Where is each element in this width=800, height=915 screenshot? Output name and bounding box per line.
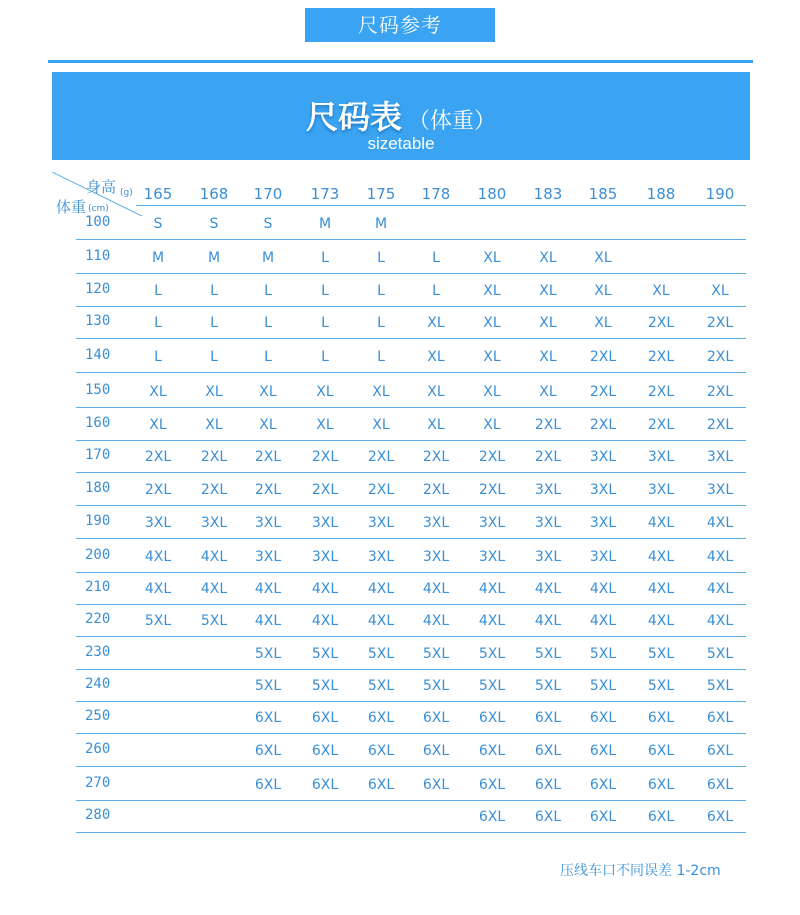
size-cell: 4XL bbox=[647, 549, 675, 565]
size-cell: 4XL bbox=[706, 581, 734, 597]
size-cell: 6XL bbox=[534, 743, 562, 759]
size-cell: 3XL bbox=[200, 515, 228, 531]
size-cell: 6XL bbox=[478, 777, 506, 793]
size-cell: L bbox=[210, 315, 218, 331]
size-cell: 6XL bbox=[478, 710, 506, 726]
size-cell: 4XL bbox=[706, 515, 734, 531]
size-cell: 3XL bbox=[254, 515, 282, 531]
height-header: 173 bbox=[310, 185, 340, 203]
size-cell: 2XL bbox=[589, 417, 617, 433]
size-cell: 5XL bbox=[254, 678, 282, 694]
weight-label: 280 bbox=[85, 807, 111, 823]
size-cell: 2XL bbox=[706, 349, 734, 365]
row-divider bbox=[76, 440, 746, 441]
size-cell: XL bbox=[205, 417, 223, 433]
size-cell: L bbox=[321, 283, 329, 299]
size-cell: 3XL bbox=[534, 515, 562, 531]
size-cell: 5XL bbox=[422, 678, 450, 694]
size-cell: 5XL bbox=[647, 646, 675, 662]
size-cell: 2XL bbox=[254, 449, 282, 465]
size-cell: XL bbox=[427, 315, 445, 331]
size-cell: XL bbox=[594, 315, 612, 331]
size-cell: 3XL bbox=[311, 515, 339, 531]
size-cell: 2XL bbox=[706, 417, 734, 433]
size-cell: 2XL bbox=[367, 482, 395, 498]
size-cell: 3XL bbox=[589, 515, 617, 531]
size-cell: 3XL bbox=[647, 449, 675, 465]
size-cell: 5XL bbox=[478, 678, 506, 694]
size-cell: 6XL bbox=[367, 710, 395, 726]
size-cell: 3XL bbox=[144, 515, 172, 531]
size-cell: XL bbox=[259, 384, 277, 400]
size-cell: L bbox=[264, 349, 272, 365]
size-cell: S bbox=[209, 216, 219, 232]
size-cell: 2XL bbox=[647, 417, 675, 433]
size-cell: 6XL bbox=[706, 809, 734, 825]
size-cell: XL bbox=[539, 250, 557, 266]
size-cell: 6XL bbox=[422, 777, 450, 793]
size-cell: 3XL bbox=[367, 515, 395, 531]
size-cell: 6XL bbox=[254, 777, 282, 793]
weight-label: 240 bbox=[85, 676, 111, 692]
size-cell: XL bbox=[427, 349, 445, 365]
size-cell: 4XL bbox=[478, 613, 506, 629]
size-cell: M bbox=[207, 250, 221, 266]
weight-label: 210 bbox=[85, 579, 111, 595]
banner-title: 尺码表 bbox=[305, 98, 402, 136]
height-axis-unit: (g) bbox=[120, 188, 133, 198]
size-cell: 4XL bbox=[647, 515, 675, 531]
size-cell: 5XL bbox=[311, 678, 339, 694]
height-header: 168 bbox=[199, 185, 229, 203]
size-cell: L bbox=[321, 349, 329, 365]
size-cell: 3XL bbox=[422, 549, 450, 565]
size-cell: 2XL bbox=[144, 482, 172, 498]
size-cell: 6XL bbox=[706, 743, 734, 759]
tolerance-note: 压线车口不同误差 1-2cm bbox=[560, 863, 721, 879]
size-cell: 4XL bbox=[534, 613, 562, 629]
size-cell: 6XL bbox=[311, 710, 339, 726]
banner-subtitle: （体重） bbox=[408, 109, 497, 134]
size-cell: 3XL bbox=[422, 515, 450, 531]
size-cell: XL bbox=[483, 315, 501, 331]
size-cell: 2XL bbox=[311, 449, 339, 465]
row-divider bbox=[76, 766, 746, 767]
weight-label: 100 bbox=[85, 214, 111, 230]
row-divider bbox=[76, 239, 746, 240]
size-cell: 4XL bbox=[144, 549, 172, 565]
weight-label: 120 bbox=[85, 281, 111, 297]
size-cell: 3XL bbox=[534, 549, 562, 565]
row-divider bbox=[76, 505, 746, 506]
size-cell: XL bbox=[539, 349, 557, 365]
size-cell: 6XL bbox=[478, 743, 506, 759]
height-header: 185 bbox=[588, 185, 618, 203]
size-cell: 5XL bbox=[534, 646, 562, 662]
size-cell: 2XL bbox=[589, 349, 617, 365]
size-cell: L bbox=[264, 283, 272, 299]
size-cell: 3XL bbox=[589, 449, 617, 465]
size-cell: 5XL bbox=[367, 646, 395, 662]
size-cell: 6XL bbox=[534, 710, 562, 726]
size-cell: XL bbox=[149, 384, 167, 400]
weight-label: 110 bbox=[85, 248, 111, 264]
size-cell: 3XL bbox=[647, 482, 675, 498]
size-cell: S bbox=[263, 216, 273, 232]
size-cell: 5XL bbox=[422, 646, 450, 662]
size-cell: 4XL bbox=[254, 581, 282, 597]
size-cell: 6XL bbox=[589, 710, 617, 726]
size-cell: 6XL bbox=[647, 743, 675, 759]
size-cell: XL bbox=[539, 384, 557, 400]
size-cell: XL bbox=[372, 384, 390, 400]
size-cell: 3XL bbox=[254, 549, 282, 565]
size-table-banner bbox=[52, 72, 750, 160]
size-cell: 5XL bbox=[478, 646, 506, 662]
size-cell: 6XL bbox=[706, 777, 734, 793]
size-cell: 4XL bbox=[254, 613, 282, 629]
size-cell: L bbox=[154, 315, 162, 331]
size-cell: 2XL bbox=[367, 449, 395, 465]
size-cell: XL bbox=[483, 283, 501, 299]
size-cell: M bbox=[261, 250, 275, 266]
size-cell: 2XL bbox=[647, 315, 675, 331]
size-cell: M bbox=[151, 250, 165, 266]
size-cell: 4XL bbox=[647, 613, 675, 629]
size-cell: XL bbox=[652, 283, 670, 299]
row-divider bbox=[76, 733, 746, 734]
size-cell: 3XL bbox=[478, 515, 506, 531]
row-divider bbox=[76, 273, 746, 274]
size-cell: L bbox=[377, 315, 385, 331]
weight-label: 200 bbox=[85, 547, 111, 563]
size-cell: 2XL bbox=[647, 384, 675, 400]
size-cell: 4XL bbox=[311, 613, 339, 629]
height-header: 175 bbox=[366, 185, 396, 203]
size-cell: XL bbox=[427, 384, 445, 400]
size-cell: S bbox=[153, 216, 163, 232]
size-cell: 5XL bbox=[367, 678, 395, 694]
size-cell: 4XL bbox=[200, 549, 228, 565]
size-cell: 6XL bbox=[422, 710, 450, 726]
size-cell: 2XL bbox=[589, 384, 617, 400]
height-header: 188 bbox=[646, 185, 676, 203]
size-cell: 2XL bbox=[200, 449, 228, 465]
size-cell: L bbox=[377, 349, 385, 365]
weight-label: 180 bbox=[85, 480, 111, 496]
size-cell: M bbox=[374, 216, 388, 232]
size-cell: 4XL bbox=[311, 581, 339, 597]
size-cell: 6XL bbox=[311, 777, 339, 793]
size-cell: L bbox=[321, 250, 329, 266]
row-divider bbox=[76, 669, 746, 670]
size-cell: 3XL bbox=[367, 549, 395, 565]
section-title: 尺码参考 bbox=[305, 8, 495, 42]
size-cell: 6XL bbox=[367, 743, 395, 759]
size-cell: 5XL bbox=[311, 646, 339, 662]
size-cell: 4XL bbox=[367, 613, 395, 629]
size-cell: 6XL bbox=[647, 809, 675, 825]
size-cell: 6XL bbox=[367, 777, 395, 793]
size-cell: 2XL bbox=[706, 384, 734, 400]
row-divider bbox=[76, 372, 746, 373]
size-cell: L bbox=[210, 349, 218, 365]
size-cell: XL bbox=[483, 384, 501, 400]
size-cell: 4XL bbox=[706, 549, 734, 565]
row-divider bbox=[76, 338, 746, 339]
height-header: 178 bbox=[421, 185, 451, 203]
weight-label: 220 bbox=[85, 611, 111, 627]
size-cell: XL bbox=[594, 283, 612, 299]
size-cell: 2XL bbox=[478, 449, 506, 465]
size-cell: 6XL bbox=[254, 710, 282, 726]
size-cell: L bbox=[321, 315, 329, 331]
row-divider bbox=[76, 538, 746, 539]
weight-label: 150 bbox=[85, 382, 111, 398]
size-cell: 2XL bbox=[144, 449, 172, 465]
size-cell: 4XL bbox=[367, 581, 395, 597]
size-cell: 4XL bbox=[422, 613, 450, 629]
table-corner-header bbox=[52, 172, 142, 216]
size-cell: 2XL bbox=[534, 417, 562, 433]
size-cell: 6XL bbox=[706, 710, 734, 726]
row-divider bbox=[76, 407, 746, 408]
size-cell: L bbox=[154, 349, 162, 365]
size-cell: XL bbox=[539, 283, 557, 299]
size-cell: 6XL bbox=[589, 809, 617, 825]
size-cell: 6XL bbox=[534, 777, 562, 793]
size-cell: 4XL bbox=[534, 581, 562, 597]
size-cell: 2XL bbox=[647, 349, 675, 365]
size-cell: L bbox=[377, 250, 385, 266]
size-cell: 2XL bbox=[422, 449, 450, 465]
size-cell: 4XL bbox=[144, 581, 172, 597]
size-cell: XL bbox=[594, 250, 612, 266]
weight-label: 190 bbox=[85, 513, 111, 529]
size-cell: 3XL bbox=[589, 549, 617, 565]
size-cell: 2XL bbox=[534, 449, 562, 465]
divider bbox=[48, 60, 753, 63]
size-cell: 5XL bbox=[589, 678, 617, 694]
size-cell: XL bbox=[483, 349, 501, 365]
size-cell: 4XL bbox=[200, 581, 228, 597]
size-cell: L bbox=[432, 283, 440, 299]
size-cell: 6XL bbox=[422, 743, 450, 759]
weight-axis-label: 体重 bbox=[56, 198, 87, 216]
size-cell: L bbox=[154, 283, 162, 299]
size-cell: 3XL bbox=[706, 482, 734, 498]
size-cell: XL bbox=[483, 417, 501, 433]
size-cell: 6XL bbox=[534, 809, 562, 825]
size-cell: 6XL bbox=[478, 809, 506, 825]
size-cell: XL bbox=[205, 384, 223, 400]
size-cell: 5XL bbox=[534, 678, 562, 694]
row-divider bbox=[76, 636, 746, 637]
size-cell: L bbox=[377, 283, 385, 299]
size-cell: 6XL bbox=[254, 743, 282, 759]
size-cell: 4XL bbox=[706, 613, 734, 629]
size-cell: 2XL bbox=[200, 482, 228, 498]
size-cell: 5XL bbox=[647, 678, 675, 694]
size-cell: 3XL bbox=[706, 449, 734, 465]
weight-label: 140 bbox=[85, 347, 111, 363]
weight-label: 130 bbox=[85, 313, 111, 329]
size-cell: 2XL bbox=[478, 482, 506, 498]
size-cell: 4XL bbox=[422, 581, 450, 597]
size-cell: 4XL bbox=[478, 581, 506, 597]
weight-label: 250 bbox=[85, 708, 111, 724]
row-divider bbox=[76, 701, 746, 702]
row-divider bbox=[76, 604, 746, 605]
size-cell: 2XL bbox=[706, 315, 734, 331]
size-cell: XL bbox=[316, 417, 334, 433]
weight-label: 260 bbox=[85, 741, 111, 757]
weight-axis-unit: (cm) bbox=[88, 204, 109, 214]
size-cell: L bbox=[432, 250, 440, 266]
size-cell: XL bbox=[711, 283, 729, 299]
size-cell: XL bbox=[259, 417, 277, 433]
size-cell: XL bbox=[539, 315, 557, 331]
size-cell: XL bbox=[483, 250, 501, 266]
size-cell: 5XL bbox=[589, 646, 617, 662]
row-divider bbox=[76, 572, 746, 573]
size-cell: M bbox=[318, 216, 332, 232]
banner-english-title: sizetable bbox=[367, 134, 435, 153]
weight-label: 160 bbox=[85, 415, 111, 431]
weight-label: 170 bbox=[85, 447, 111, 463]
size-cell: 3XL bbox=[589, 482, 617, 498]
size-cell: 5XL bbox=[200, 613, 228, 629]
size-cell: 4XL bbox=[647, 581, 675, 597]
size-cell: 3XL bbox=[311, 549, 339, 565]
size-cell: L bbox=[210, 283, 218, 299]
height-header: 190 bbox=[705, 185, 735, 203]
size-cell: 2XL bbox=[254, 482, 282, 498]
row-divider bbox=[76, 306, 746, 307]
weight-label: 270 bbox=[85, 775, 111, 791]
size-cell: L bbox=[264, 315, 272, 331]
size-cell: XL bbox=[149, 417, 167, 433]
row-divider bbox=[76, 800, 746, 801]
height-header: 165 bbox=[143, 185, 173, 203]
size-cell: 6XL bbox=[589, 743, 617, 759]
size-cell: 6XL bbox=[647, 710, 675, 726]
height-axis-label: 身高 bbox=[86, 178, 117, 196]
size-cell: 6XL bbox=[647, 777, 675, 793]
size-cell: XL bbox=[427, 417, 445, 433]
size-cell: 3XL bbox=[478, 549, 506, 565]
size-cell: 2XL bbox=[422, 482, 450, 498]
header-rule bbox=[136, 205, 746, 206]
size-cell: 4XL bbox=[589, 613, 617, 629]
size-cell: 6XL bbox=[589, 777, 617, 793]
size-cell: 4XL bbox=[589, 581, 617, 597]
size-cell: 5XL bbox=[706, 646, 734, 662]
size-cell: XL bbox=[372, 417, 390, 433]
height-header: 183 bbox=[533, 185, 563, 203]
size-cell: 5XL bbox=[254, 646, 282, 662]
size-cell: XL bbox=[316, 384, 334, 400]
size-cell: 5XL bbox=[706, 678, 734, 694]
height-header: 170 bbox=[253, 185, 283, 203]
row-divider bbox=[76, 472, 746, 473]
size-cell: 6XL bbox=[311, 743, 339, 759]
size-cell: 5XL bbox=[144, 613, 172, 629]
height-header: 180 bbox=[477, 185, 507, 203]
weight-label: 230 bbox=[85, 644, 111, 660]
size-cell: 3XL bbox=[534, 482, 562, 498]
size-cell: 2XL bbox=[311, 482, 339, 498]
row-divider bbox=[76, 832, 746, 833]
